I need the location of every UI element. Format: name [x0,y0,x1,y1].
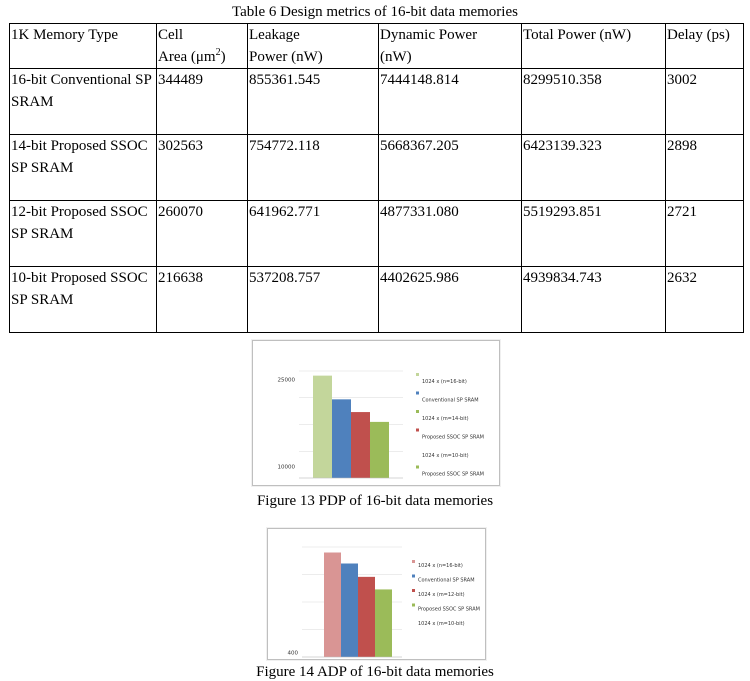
cell-leakage: 537208.757 [248,267,379,333]
cell-dynamic: 4877331.080 [379,201,522,267]
cell-delay: 3002 [666,69,744,135]
legend-marker [412,560,415,563]
legend-entry: 1024 x (m=10-bit) [418,621,465,627]
legend-entry: 1024 x (m=14-bit) [422,416,469,422]
legend-marker [416,410,419,413]
y-tick-label: 25000 [277,377,295,384]
legend-entry: Proposed SSOC SP SRAM [422,434,484,441]
header-total-power: Total Power (nW) [522,24,666,69]
pdp-bar-chart [253,341,499,485]
y-tick-label: 10000 [277,464,295,471]
header-memory-type: 1K Memory Type [10,24,157,69]
cell-leakage: 641962.771 [248,201,379,267]
cell-total: 4939834.743 [522,267,666,333]
legend-marker [416,466,419,469]
table-row [10,135,744,201]
table-row [10,267,744,333]
legend-marker [412,604,415,607]
cell-area: 260070 [157,201,248,267]
cell-area: 216638 [157,267,248,333]
legend-marker [412,575,415,578]
design-metrics-table [9,23,744,333]
cell-leakage: 855361.545 [248,69,379,135]
cell-memory-type: 16-bit Conventional SP SRAM [10,69,157,135]
cell-delay: 2632 [666,267,744,333]
cell-memory-type: 12-bit Proposed SSOC SP SRAM [10,201,157,267]
legend-entry: Conventional SP SRAM [422,397,479,404]
table-row [10,201,744,267]
cell-dynamic: 5668367.205 [379,135,522,201]
legend-marker [416,392,419,395]
cell-area: 302563 [157,135,248,201]
cell-delay: 2721 [666,201,744,267]
legend-marker [412,589,415,592]
cell-delay: 2898 [666,135,744,201]
legend-entry: Proposed SSOC SP SRAM [422,471,484,478]
legend-entry: 1024 x (n=16-bit) [422,379,467,385]
cell-dynamic: 7444148.814 [379,69,522,135]
header-delay: Delay (ps) [666,24,744,69]
cell-total: 5519293.851 [522,201,666,267]
figure-14-caption: Figure 14 ADP of 16-bit data memories [256,664,494,680]
legend-entry: 1024 x (n=16-bit) [418,563,463,569]
bar [324,553,341,658]
y-tick-label: 400 [287,650,298,657]
bar [341,564,358,658]
legend-entry: Proposed SSOC SP SRAM [418,606,480,613]
bar [375,589,392,657]
header-dynamic-power: Dynamic Power (nW) [379,24,522,69]
legend-marker [416,373,419,376]
legend-entry: 1024 x (m=12-bit) [418,592,465,598]
header-leakage-power: Leakage Power (nW) [248,24,379,69]
cell-total: 8299510.358 [522,69,666,135]
bar [313,376,332,478]
table-caption: Table 6 Design metrics of 16-bit data memories [232,4,518,20]
bar [358,577,375,657]
header-cell-area: Cell Area $(\mu m^2)$ [157,24,248,69]
bar [351,412,370,478]
legend-marker [416,429,419,432]
adp-bar-chart [268,529,485,659]
cell-area: 344489 [157,69,248,135]
legend-entry: Conventional SP SRAM [418,577,475,584]
figure-13-caption: Figure 13 PDP of 16-bit data memories [256,493,494,509]
legend-entry: 1024 x (m=10-bit) [422,453,469,459]
bar [332,399,351,478]
cell-memory-type: 10-bit Proposed SSOC SP SRAM [10,267,157,333]
table-row [10,69,744,135]
cell-dynamic: 4402625.986 [379,267,522,333]
cell-leakage: 754772.118 [248,135,379,201]
pdp-chart-figure [252,340,500,486]
cell-memory-type: 14-bit Proposed SSOC SP SRAM [10,135,157,201]
cell-total: 6423139.323 [522,135,666,201]
bar [370,422,389,478]
table-header-row [10,24,744,69]
adp-chart-figure [267,528,486,660]
